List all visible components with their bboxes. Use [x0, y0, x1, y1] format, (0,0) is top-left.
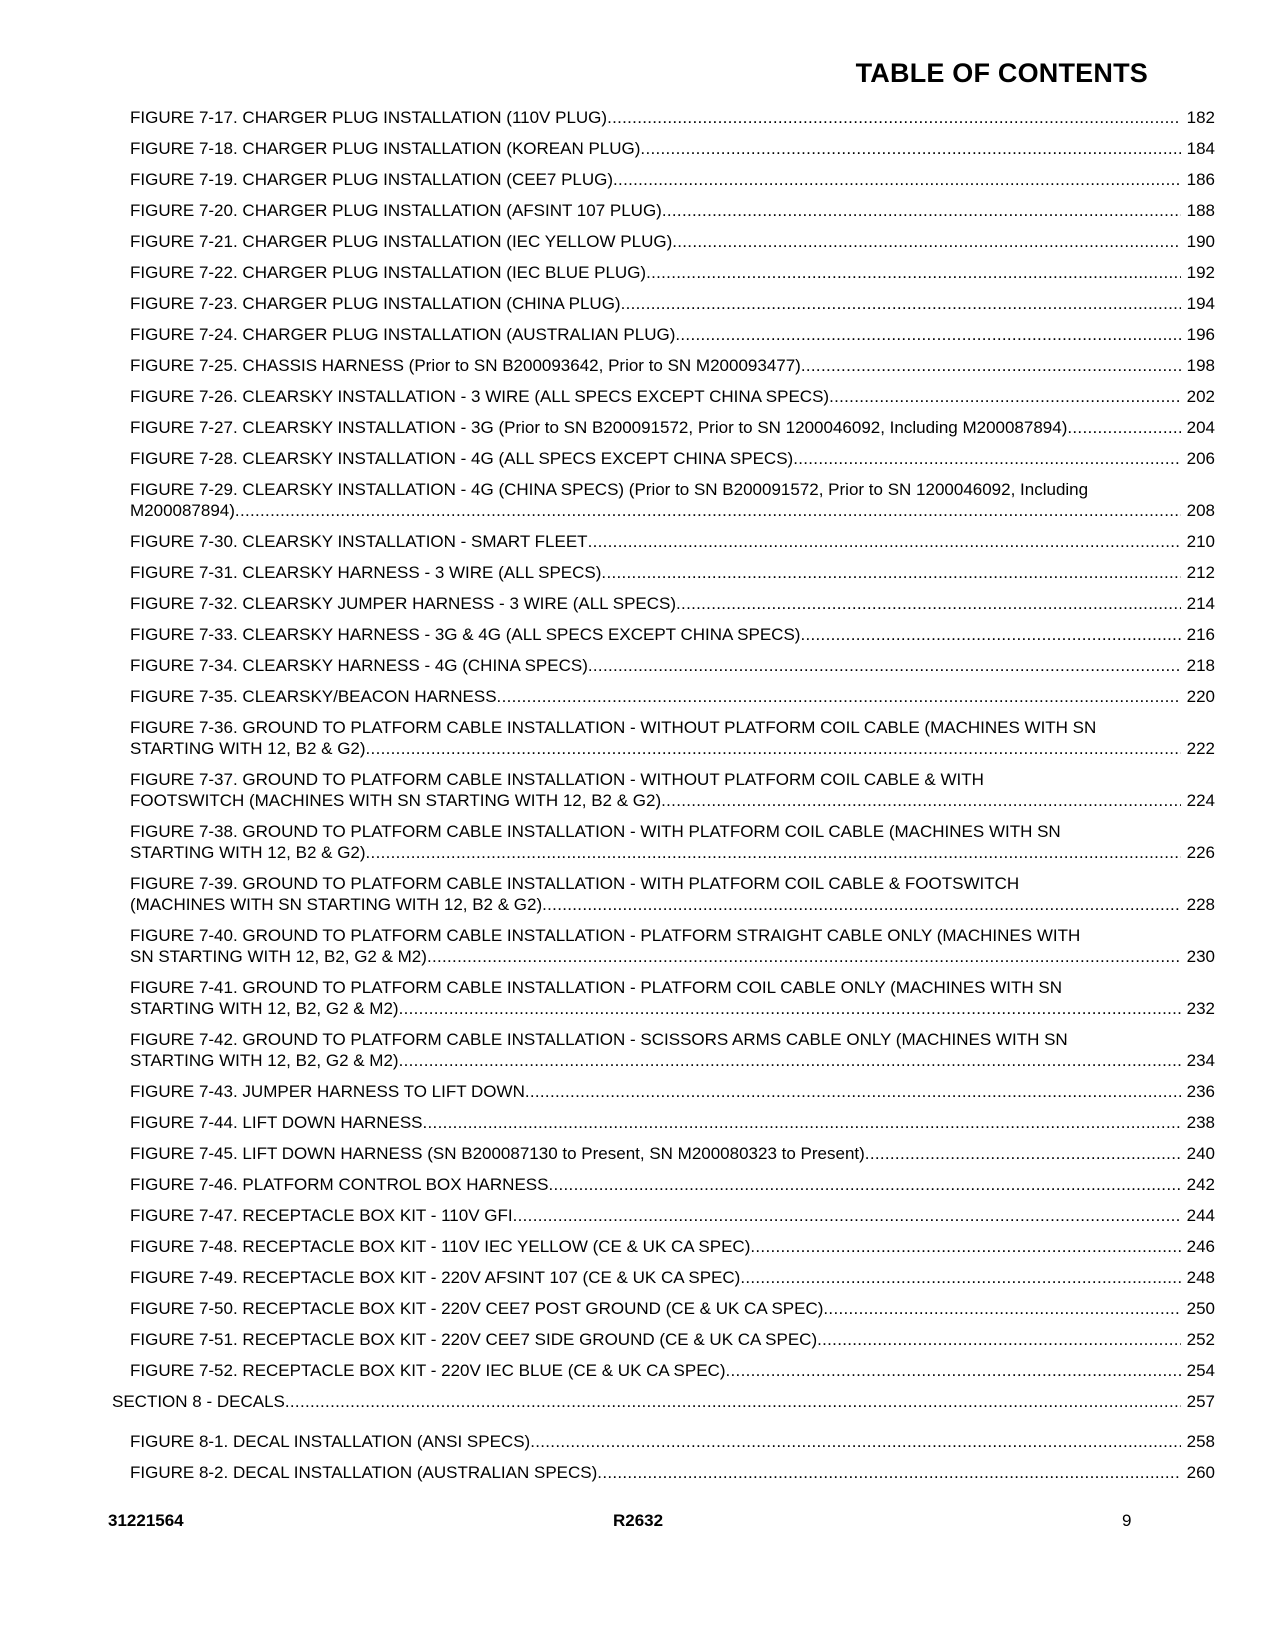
dot-leader — [588, 531, 1181, 552]
toc-entry-last-line — [130, 531, 1215, 552]
toc-entry-last-line — [130, 998, 1215, 1019]
toc-entry-title-line: SN STARTING WITH 12, B2, G2 & M2) — [130, 947, 427, 966]
dot-leader — [366, 842, 1181, 863]
toc-entry-title-line: FIGURE 7-41. GROUND TO PLATFORM CABLE INSTALLATION - PLATFORM COIL CABLE ONLY (MACHINES WITH SN — [130, 978, 1063, 997]
revision-code: R2632 — [613, 1511, 664, 1530]
toc-entry-title-line: FIGURE 7-48. RECEPTACLE BOX KIT - 110V IEC YELLOW (CE & UK CA SPEC) — [130, 1237, 751, 1256]
dot-leader — [525, 1081, 1181, 1102]
toc-page-number: 214 — [1186, 594, 1215, 613]
toc-page-number: 232 — [1186, 999, 1215, 1018]
toc-figure-entry[interactable] — [108, 107, 1215, 128]
toc-entry-title-line: FIGURE 7-31. CLEARSKY HARNESS - 3 WIRE (ALL SPECS) — [130, 563, 602, 582]
toc-figure-entry[interactable] — [108, 1462, 1215, 1483]
toc-entry-title-line: FIGURE 7-25. CHASSIS HARNESS (Prior to SN B200093642, Prior to SN M200093477) — [130, 356, 801, 375]
dot-leader — [750, 1236, 1181, 1257]
toc-entry-last-line — [130, 417, 1215, 438]
toc-entry-title-line: FIGURE 7-38. GROUND TO PLATFORM CABLE INSTALLATION - WITH PLATFORM COIL CABLE (MACHINES WITH SN — [130, 822, 1061, 841]
dot-leader — [423, 1112, 1181, 1133]
toc-entry-title-line: STARTING WITH 12, B2 & G2) — [130, 739, 366, 758]
dot-leader — [865, 1143, 1181, 1164]
dot-leader — [399, 1050, 1181, 1071]
toc-page-number: 230 — [1186, 947, 1215, 966]
toc-entry-title-line: FIGURE 7-43. JUMPER HARNESS TO LIFT DOWN — [130, 1082, 525, 1101]
toc-page-number: 228 — [1186, 895, 1215, 914]
toc-page-number: 194 — [1186, 294, 1215, 313]
toc-page-number: 240 — [1186, 1144, 1215, 1163]
toc-page-number: 260 — [1186, 1463, 1215, 1482]
toc-page-number: 190 — [1186, 232, 1215, 251]
toc-entry-title-line: FIGURE 7-19. CHARGER PLUG INSTALLATION (CEE7 PLUG) — [130, 170, 614, 189]
toc-entry-title-line: FOOTSWITCH (MACHINES WITH SN STARTING WITH 12, B2 & G2) — [130, 791, 662, 810]
toc-entry-title-line: FIGURE 7-34. CLEARSKY HARNESS - 4G (CHINA SPECS) — [130, 656, 588, 675]
toc-figure-entry[interactable] — [108, 448, 1215, 469]
toc-entry-last-line — [130, 1081, 1215, 1102]
toc-figure-entry[interactable] — [108, 138, 1215, 159]
toc-entry-last-line — [130, 790, 1215, 811]
toc-figure-entry[interactable] — [108, 1174, 1215, 1195]
dot-leader — [640, 138, 1181, 159]
toc-entry-last-line — [130, 842, 1215, 863]
toc-page-number: 212 — [1186, 563, 1215, 582]
toc-entry-last-line — [130, 738, 1215, 759]
toc-figure-entry[interactable] — [108, 624, 1215, 645]
toc-entry-title-line: FIGURE 8-1. DECAL INSTALLATION (ANSI SPECS) — [130, 1432, 531, 1451]
dot-leader — [801, 355, 1181, 376]
toc-entry-title-line: FIGURE 7-33. CLEARSKY HARNESS - 3G & 4G (ALL SPECS EXCEPT CHINA SPECS) — [130, 625, 801, 644]
dot-leader — [285, 1391, 1181, 1412]
toc-figure-entry[interactable] — [108, 925, 1215, 967]
toc-figure-entry[interactable] — [108, 655, 1215, 676]
toc-entry-last-line — [130, 946, 1215, 967]
dot-leader — [676, 593, 1181, 614]
toc-page-number: 182 — [1186, 108, 1215, 127]
toc-page-number: 210 — [1186, 532, 1215, 551]
toc-entry-title-line: FIGURE 7-20. CHARGER PLUG INSTALLATION (AFSINT 107 PLUG) — [130, 201, 662, 220]
dot-leader — [366, 738, 1181, 759]
toc-figure-entry[interactable] — [108, 200, 1215, 221]
toc-page-number: 222 — [1186, 739, 1215, 758]
toc-figure-entry[interactable] — [108, 873, 1215, 915]
toc-entry-title-line: FIGURE 7-45. LIFT DOWN HARNESS (SN B200087130 to Present, SN M200080323 to Present) — [130, 1144, 865, 1163]
toc-page-number: 206 — [1186, 449, 1215, 468]
toc-section-entry[interactable] — [108, 1391, 1215, 1412]
toc-entry-title-line: M200087894) — [130, 501, 235, 520]
toc-entry-title-line: FIGURE 7-23. CHARGER PLUG INSTALLATION (CHINA PLUG) — [130, 294, 621, 313]
dot-leader — [399, 998, 1181, 1019]
toc-entry-title-line: FIGURE 7-35. CLEARSKY/BEACON HARNESS — [130, 687, 497, 706]
dot-leader — [829, 386, 1181, 407]
toc-entry-last-line — [130, 169, 1215, 190]
dot-leader — [427, 946, 1181, 967]
toc-entry-last-line — [130, 107, 1215, 128]
toc-entry-last-line — [130, 593, 1215, 614]
toc-entry-last-line — [130, 686, 1215, 707]
toc-entry-last-line — [130, 1462, 1215, 1483]
toc-entry-title-line: FIGURE 7-22. CHARGER PLUG INSTALLATION (IEC BLUE PLUG) — [130, 263, 647, 282]
toc-figure-entry[interactable] — [108, 1143, 1215, 1164]
toc-entry-last-line — [130, 1298, 1215, 1319]
dot-leader — [621, 293, 1181, 314]
toc-figure-entry[interactable] — [108, 531, 1215, 552]
toc-entry-title-line: FIGURE 7-27. CLEARSKY INSTALLATION - 3G (Prior to SN B200091572, Prior to SN 1200046092, Including M200087894) — [130, 418, 1068, 437]
toc-entry-title-line: FIGURE 7-36. GROUND TO PLATFORM CABLE INSTALLATION - WITHOUT PLATFORM COIL CABLE (MACHINES WITH SN — [130, 718, 1097, 737]
toc-page-number: 224 — [1186, 791, 1215, 810]
toc-entry-last-line — [130, 200, 1215, 221]
toc-entry-last-line — [130, 1360, 1215, 1381]
toc-entry-last-line — [130, 1236, 1215, 1257]
toc-entry-last-line — [130, 1112, 1215, 1133]
dot-leader — [542, 894, 1181, 915]
toc-page-number: 234 — [1186, 1051, 1215, 1070]
toc-page-number: 246 — [1186, 1237, 1215, 1256]
toc-page-number: 188 — [1186, 201, 1215, 220]
toc-page-number: 242 — [1186, 1175, 1215, 1194]
toc-page-number: 226 — [1186, 843, 1215, 862]
toc-page-number: 198 — [1186, 356, 1215, 375]
toc-entry-last-line — [130, 138, 1215, 159]
toc-entry-title-line: FIGURE 7-30. CLEARSKY INSTALLATION - SMART FLEET — [130, 532, 588, 551]
toc-figure-entry[interactable] — [108, 1112, 1215, 1133]
toc-entry-last-line — [130, 1174, 1215, 1195]
toc-entry-title-line: STARTING WITH 12, B2, G2 & M2) — [130, 1051, 399, 1070]
toc-entry-title-line: FIGURE 7-39. GROUND TO PLATFORM CABLE INSTALLATION - WITH PLATFORM COIL CABLE & FOOTSWITCH — [130, 874, 1020, 893]
toc-page-number: 216 — [1186, 625, 1215, 644]
dot-leader — [601, 562, 1181, 583]
toc-figure-entry[interactable] — [108, 293, 1215, 314]
dot-leader — [597, 1462, 1181, 1483]
toc-figure-entry[interactable] — [108, 324, 1215, 345]
toc-page-number: 250 — [1186, 1299, 1215, 1318]
dot-leader — [675, 324, 1181, 345]
toc-entry-last-line — [130, 1205, 1215, 1226]
toc-entry-title-line: FIGURE 8-2. DECAL INSTALLATION (AUSTRALIAN SPECS) — [130, 1463, 598, 1482]
toc-entry-title-line: SECTION 8 - DECALS — [112, 1392, 285, 1411]
toc-entry-last-line — [130, 324, 1215, 345]
toc-entry-title-line: FIGURE 7-21. CHARGER PLUG INSTALLATION (IEC YELLOW PLUG) — [130, 232, 673, 251]
dot-leader — [672, 231, 1181, 252]
toc-entry-last-line — [130, 894, 1215, 915]
toc-figure-entry[interactable] — [108, 821, 1215, 863]
toc-figure-entry[interactable] — [108, 169, 1215, 190]
toc-entry-title-line: FIGURE 7-44. LIFT DOWN HARNESS — [130, 1113, 423, 1132]
dot-leader — [800, 624, 1181, 645]
toc-entry-title-line: FIGURE 7-47. RECEPTACLE BOX KIT - 110V GFI — [130, 1206, 513, 1225]
toc-page-number: 220 — [1186, 687, 1215, 706]
toc-entry-title-line: FIGURE 7-24. CHARGER PLUG INSTALLATION (AUSTRALIAN PLUG) — [130, 325, 676, 344]
toc-figure-entry[interactable] — [108, 386, 1215, 407]
toc-page-number: 257 — [1186, 1392, 1215, 1411]
toc-entry-last-line — [130, 562, 1215, 583]
toc-page-number: 218 — [1186, 656, 1215, 675]
toc-figure-entry[interactable] — [108, 1205, 1215, 1226]
toc-page-number: 184 — [1186, 139, 1215, 158]
dot-leader — [817, 1329, 1181, 1350]
toc-entry-title-line: FIGURE 7-17. CHARGER PLUG INSTALLATION (110V PLUG) — [130, 108, 608, 127]
toc-figure-entry[interactable] — [108, 1360, 1215, 1381]
dot-leader — [613, 169, 1181, 190]
toc-entry-title-line: STARTING WITH 12, B2, G2 & M2) — [130, 999, 399, 1018]
toc-page-number: 244 — [1186, 1206, 1215, 1225]
toc-figure-entry[interactable] — [108, 1267, 1215, 1288]
toc-page-number: 254 — [1186, 1361, 1215, 1380]
toc-entry-last-line — [130, 262, 1215, 283]
toc-entry-title-line: FIGURE 7-42. GROUND TO PLATFORM CABLE INSTALLATION - SCISSORS ARMS CABLE ONLY (MACHINES WITH SN — [130, 1030, 1068, 1049]
toc-entry-title-line: FIGURE 7-49. RECEPTACLE BOX KIT - 220V AFSINT 107 (CE & UK CA SPEC) — [130, 1268, 741, 1287]
dot-leader — [661, 790, 1181, 811]
toc-figure-entry[interactable] — [108, 1029, 1215, 1071]
page-number: 9 — [1122, 1511, 1132, 1530]
dot-leader — [793, 448, 1181, 469]
dot-leader — [513, 1205, 1181, 1226]
toc-entry-last-line — [130, 293, 1215, 314]
dot-leader — [823, 1298, 1181, 1319]
toc-entry-last-line — [130, 231, 1215, 252]
toc-figure-entry[interactable] — [108, 479, 1215, 521]
toc-entry-title-line: FIGURE 7-37. GROUND TO PLATFORM CABLE INSTALLATION - WITHOUT PLATFORM COIL CABLE & WITH — [130, 770, 984, 789]
toc-figure-entry[interactable] — [108, 231, 1215, 252]
dot-leader — [588, 655, 1181, 676]
toc-page-number: 236 — [1186, 1082, 1215, 1101]
toc-entry-last-line — [112, 1391, 1215, 1412]
toc-figure-entry[interactable] — [108, 417, 1215, 438]
dot-leader — [548, 1174, 1181, 1195]
dot-leader — [726, 1360, 1182, 1381]
toc-page-number: 204 — [1186, 418, 1215, 437]
toc-figure-entry[interactable] — [108, 355, 1215, 376]
toc-page-number: 258 — [1186, 1432, 1215, 1451]
toc-page-number: 248 — [1186, 1268, 1215, 1287]
toc-page-number: 202 — [1186, 387, 1215, 406]
toc-figure-entry[interactable] — [108, 717, 1215, 759]
toc-entry-last-line — [130, 1267, 1215, 1288]
toc-figure-entry[interactable] — [108, 1236, 1215, 1257]
dot-leader — [530, 1431, 1181, 1452]
toc-entry-last-line — [130, 355, 1215, 376]
toc-figure-entry[interactable] — [108, 686, 1215, 707]
toc-entry-last-line — [130, 624, 1215, 645]
toc-entry-title-line: FIGURE 7-26. CLEARSKY INSTALLATION - 3 WIRE (ALL SPECS EXCEPT CHINA SPECS) — [130, 387, 830, 406]
toc-entry-last-line — [130, 448, 1215, 469]
table-of-contents — [108, 107, 1215, 1493]
dot-leader — [607, 107, 1181, 128]
dot-leader — [235, 500, 1181, 521]
dot-leader — [740, 1267, 1181, 1288]
toc-figure-entry[interactable] — [108, 262, 1215, 283]
toc-entry-title-line: FIGURE 7-29. CLEARSKY INSTALLATION - 4G (CHINA SPECS) (Prior to SN B200091572, Prior to SN 1200046092, Including — [130, 480, 1089, 499]
dot-leader — [662, 200, 1181, 221]
toc-figure-entry[interactable] — [108, 1329, 1215, 1350]
toc-entry-title-line: FIGURE 7-52. RECEPTACLE BOX KIT - 220V IEC BLUE (CE & UK CA SPEC) — [130, 1361, 726, 1380]
dot-leader — [646, 262, 1181, 283]
toc-figure-entry[interactable] — [108, 593, 1215, 614]
toc-page-number: 238 — [1186, 1113, 1215, 1132]
toc-entry-title-line: STARTING WITH 12, B2 & G2) — [130, 843, 366, 862]
dot-leader — [497, 686, 1181, 707]
dot-leader — [1067, 417, 1181, 438]
toc-entry-title-line: FIGURE 7-18. CHARGER PLUG INSTALLATION (KOREAN PLUG) — [130, 139, 641, 158]
toc-entry-last-line — [130, 1143, 1215, 1164]
toc-entry-title-line: FIGURE 7-51. RECEPTACLE BOX KIT - 220V CEE7 SIDE GROUND (CE & UK CA SPEC) — [130, 1330, 818, 1349]
toc-figure-entry[interactable] — [108, 769, 1215, 811]
toc-page-number: 186 — [1186, 170, 1215, 189]
toc-figure-entry[interactable] — [108, 977, 1215, 1019]
toc-figure-entry[interactable] — [108, 1431, 1215, 1452]
toc-entry-title-line: FIGURE 7-50. RECEPTACLE BOX KIT - 220V CEE7 POST GROUND (CE & UK CA SPEC) — [130, 1299, 824, 1318]
toc-entry-title-line: FIGURE 7-28. CLEARSKY INSTALLATION - 4G (ALL SPECS EXCEPT CHINA SPECS) — [130, 449, 794, 468]
toc-entry-title-line: FIGURE 7-32. CLEARSKY JUMPER HARNESS - 3 WIRE (ALL SPECS) — [130, 594, 677, 613]
toc-page-number: 196 — [1186, 325, 1215, 344]
toc-entry-last-line — [130, 1329, 1215, 1350]
toc-figure-entry[interactable] — [108, 1298, 1215, 1319]
toc-entry-last-line — [130, 386, 1215, 407]
toc-entry-last-line — [130, 500, 1215, 521]
toc-page-number: 208 — [1186, 501, 1215, 520]
toc-entry-last-line — [130, 1431, 1215, 1452]
toc-entry-last-line — [130, 1050, 1215, 1071]
document-number: 31221564 — [108, 1511, 184, 1530]
toc-figure-entry[interactable] — [108, 1081, 1215, 1102]
toc-entry-title-line: (MACHINES WITH SN STARTING WITH 12, B2 & G2) — [130, 895, 543, 914]
page-title: TABLE OF CONTENTS — [855, 58, 1148, 88]
toc-page-number: 192 — [1186, 263, 1215, 282]
toc-page-number: 252 — [1186, 1330, 1215, 1349]
toc-entry-title-line: FIGURE 7-46. PLATFORM CONTROL BOX HARNESS — [130, 1175, 549, 1194]
toc-figure-entry[interactable] — [108, 562, 1215, 583]
toc-entry-last-line — [130, 655, 1215, 676]
toc-entry-title-line: FIGURE 7-40. GROUND TO PLATFORM CABLE INSTALLATION - PLATFORM STRAIGHT CABLE ONLY (MACHINES WITH — [130, 926, 1081, 945]
